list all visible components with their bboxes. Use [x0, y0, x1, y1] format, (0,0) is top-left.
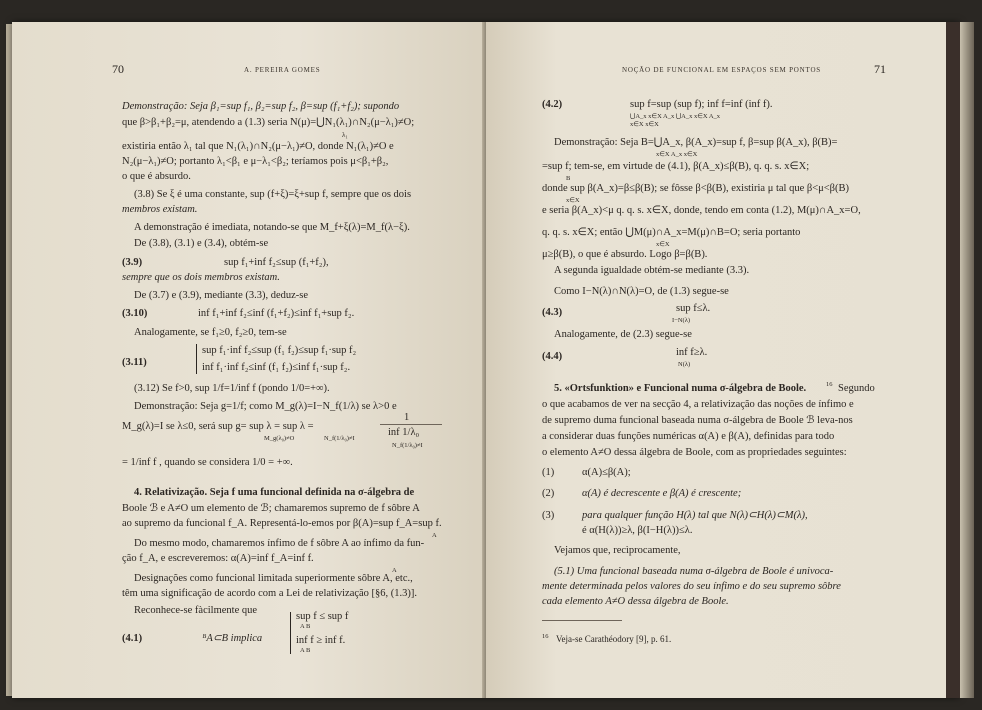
- brace: [196, 344, 197, 374]
- equation: sup f₁·inf f₂≤sup (f₁ f₂)≤sup f₁·sup f₂: [202, 345, 357, 356]
- text-line: e seria β(A_x)<μ q. q. s. x∈X, donde, tendo em conta (1.2), M(μ)∩A_x=O,: [542, 205, 861, 216]
- text-line: N₂(μ−λ₁)≠O; portanto λ₁<β₁ e μ−λ₁<β₂; teríamos pois μ<β₁+β₂,: [122, 156, 389, 167]
- text-line: Como I−N(λ)∩N(λ)=O, de (1.3) segue-se: [554, 286, 729, 297]
- list-marker: (1): [542, 467, 555, 478]
- book-spread: [12, 22, 960, 698]
- section-heading: 4. Relativização. Seja f uma funcional definida na σ-álgebra de: [134, 487, 415, 498]
- subscript-line: λ₁: [342, 131, 348, 139]
- equation: sup f ≤ sup f: [296, 611, 349, 622]
- text-line: α(A) é decrescente e β(A) é crescente;: [582, 488, 742, 499]
- right-page-header: NOÇÃO DE FUNCIONAL EM ESPAÇOS SEM PONTOS: [622, 66, 821, 74]
- text-line: a considerar duas funções numéricas α(A) e β(A), definidas para todo: [542, 431, 835, 442]
- subscript-line: I−N(λ): [672, 317, 691, 324]
- brace: [290, 612, 291, 654]
- text-line: Reconhece-se fàcilmente que: [134, 605, 258, 616]
- subscript-line: M_g(λ₀)≠O: [264, 435, 295, 442]
- equation-label: (4.4): [542, 351, 563, 362]
- equation-label: (3.9): [122, 257, 143, 268]
- equation: sup f=sup (sup f); inf f=inf (inf f).: [630, 99, 773, 110]
- subscript-line: ⋃A_x x∈X A_x ⋃A_x x∈X A_x: [630, 113, 721, 120]
- subscript-line: N(λ): [678, 361, 691, 368]
- subscript-line: B: [566, 175, 571, 182]
- text-line: Boole ℬ e A≠O um elemento de ℬ; chamaremos supremo de f sôbre A: [122, 503, 420, 514]
- text-line: Analogamente, se f₁≥0, f₂≥0, tem-se: [134, 327, 287, 338]
- text-line: de supremo duma funcional baseada numa σ-álgebra de Boole ℬ leva-nos: [542, 415, 853, 426]
- text-line: α(A)≤β(A);: [582, 467, 631, 478]
- equation: sup f≤λ.: [676, 303, 711, 314]
- text-line: A segunda igualdade obtém-se mediante (3.3).: [554, 265, 750, 276]
- text-line: o que acabamos de ver na secção 4, a relativização das noções de ínfimo e: [542, 399, 854, 410]
- fraction-denominator: inf 1/λ₀: [388, 427, 420, 438]
- text-line: Demonstração: Seja B=⋃A_x, β(A_x)=sup f, β=sup β(A_x), β(B)=: [554, 137, 838, 148]
- subscript-line: x∈X: [656, 241, 670, 248]
- text-line: De (3.8), (3.1) e (3.4), obtém-se: [134, 238, 269, 249]
- equation-label: (3.10): [122, 308, 148, 319]
- footnote-marker: 16: [826, 381, 833, 388]
- text-line: cada elemento A≠O dessa álgebra de Boole.: [542, 596, 729, 607]
- fraction-bar: [380, 424, 442, 425]
- text-line: (5.1) Uma funcional baseada numa σ-álgebra de Boole é univoca-: [554, 566, 834, 577]
- subscript-line: N_f(1/λ₀)≠I: [392, 442, 423, 449]
- left-page-number: 70: [112, 62, 124, 76]
- text-line: Demonstração: Seja β₁=sup f₁, β₂=sup f₂, β=sup (f₁+f₂); supondo: [122, 101, 400, 112]
- footnote-text: Veja-se Carathéodory [9], p. 61.: [556, 634, 672, 644]
- equation: inf f₁+inf f₂≤inf (f₁+f₂)≤inf f₁+sup f₂.: [198, 308, 355, 319]
- subscript-line: A B: [300, 623, 311, 630]
- subscript-line: x∈X: [566, 197, 580, 204]
- text-line: =sup f; tem-se, em virtude de (4.1), β(A_x)≤β(B), q. q. s. x∈X;: [542, 161, 810, 172]
- subscript-line: A B: [300, 647, 311, 654]
- equation-label: (3.11): [122, 357, 147, 368]
- text-line: Demonstração: Seja g=1/f; como M_g(λ)=I−N_f(1/λ) se λ>0 e: [134, 401, 397, 412]
- text-line: que β>β₁+β₂=μ, atendendo a (1.3) seria N(μ)=⋃N₁(λ₁)∩N₂(μ−λ₁)≠O;: [122, 117, 415, 128]
- equation: inf f≥λ.: [676, 347, 708, 358]
- text-line: Vejamos que, recìprocamente,: [554, 545, 681, 556]
- text-line: q. q. s. x∈X; então ⋃M(μ)∩A_x=M(μ)∩B=O; seria portanto: [542, 227, 801, 238]
- book-right-edge: [960, 22, 974, 698]
- equation-label: (4.3): [542, 307, 563, 318]
- list-marker: (2): [542, 488, 555, 499]
- left-page-header: A. PEREIRA GOMES: [244, 66, 321, 74]
- subscript-line: A: [392, 567, 397, 574]
- text-line: o que é absurdo.: [122, 171, 191, 182]
- text-line: μ≥β(B), o que é absurdo. Logo β=β(B).: [542, 249, 708, 260]
- fraction-numerator: 1: [404, 412, 410, 423]
- equation: ᴮA⊂B implica: [202, 633, 263, 644]
- text-line: sempre que os dois membros existam.: [122, 272, 280, 283]
- subscript-line: A: [432, 532, 437, 539]
- text-line: (3.8) Se ξ é uma constante, sup (f+ξ)=ξ+sup f, sempre que os dois: [134, 189, 412, 200]
- text-line: é α(H(λ))≥λ, β(I−H(λ))≤λ.: [582, 525, 693, 536]
- text-line: = 1/inf f , quando se considera 1/0 = +∞.: [122, 457, 293, 468]
- right-page-number: 71: [874, 62, 886, 76]
- text-line: Segundo: [838, 383, 875, 394]
- equation-label: (4.2): [542, 99, 563, 110]
- subscript-line: x∈X A_x x∈X: [656, 151, 698, 158]
- text-line: ção f_A, e escreveremos: α(A)=inf f_A=inf f.: [122, 553, 314, 564]
- section-heading: 5. «Ortsfunktion» e Funcional numa σ-álgebra de Boole.: [554, 383, 807, 394]
- text-line: Analogamente, de (2.3) segue-se: [554, 329, 692, 340]
- cover-edge: [946, 22, 960, 698]
- subscript-line: N_f(1/λ₀)≠I: [324, 435, 355, 442]
- text-line: para qualquer função H(λ) tal que N(λ)⊂H(λ)⊂M(λ),: [582, 510, 808, 521]
- text-line: existiria então λ₁ tal que N₁(λ₁)∩N₂(μ−λ₁)≠O, donde N₁(λ₁)≠O e: [122, 141, 394, 152]
- text-line: o elemento A≠O dessa álgebra de Boole, com as propriedades seguintes:: [542, 447, 847, 458]
- equation: inf f ≥ inf f.: [296, 635, 346, 646]
- text-line: têm uma significação de acordo com a Lei de relativização [§6, (1.3)].: [122, 588, 418, 599]
- text-line: Designações como funcional limitada superiormente sôbre A, etc.,: [134, 573, 413, 584]
- footnote-separator: [542, 620, 622, 621]
- text-line: (3.12) Se f>0, sup 1/f=1/inf f (pondo 1/0=+∞).: [134, 383, 330, 394]
- right-page: [486, 22, 960, 698]
- text-line: A demonstração é imediata, notando-se que M_f+ξ(λ)=M_f(λ−ξ).: [134, 222, 410, 233]
- list-marker: (3): [542, 510, 555, 521]
- text-line: Do mesmo modo, chamaremos ínfimo de f sôbre A ao ínfimo da fun-: [134, 538, 425, 549]
- text-line: M_g(λ)=I se λ≤0, será sup g= sup λ = sup λ =: [122, 421, 314, 432]
- text-line: mente determinada pelos valores do seu ínfimo e do seu supremo sôbre: [542, 581, 841, 592]
- subscript-line: x∈X x∈X: [630, 121, 659, 128]
- left-page: [12, 22, 486, 698]
- equation-label: (4.1): [122, 633, 143, 644]
- footnote-number: 16: [542, 633, 549, 640]
- equation: inf f₁·inf f₂≤inf (f₁ f₂)≤inf f₁·sup f₂.: [202, 362, 351, 373]
- text-line: membros existam.: [122, 204, 198, 215]
- equation: sup f₁+inf f₂≤sup (f₁+f₂),: [224, 257, 329, 268]
- text-line: donde sup β(A_x)=β≤β(B); se fôsse β<β(B), existiria μ tal que β<μ<β(B): [542, 183, 850, 194]
- text-line: ao supremo da funcional f_A. Representá-lo-emos por β(A)=sup f_A=sup f.: [122, 518, 442, 529]
- text-line: De (3.7) e (3.9), mediante (3.3), deduz-se: [134, 290, 309, 301]
